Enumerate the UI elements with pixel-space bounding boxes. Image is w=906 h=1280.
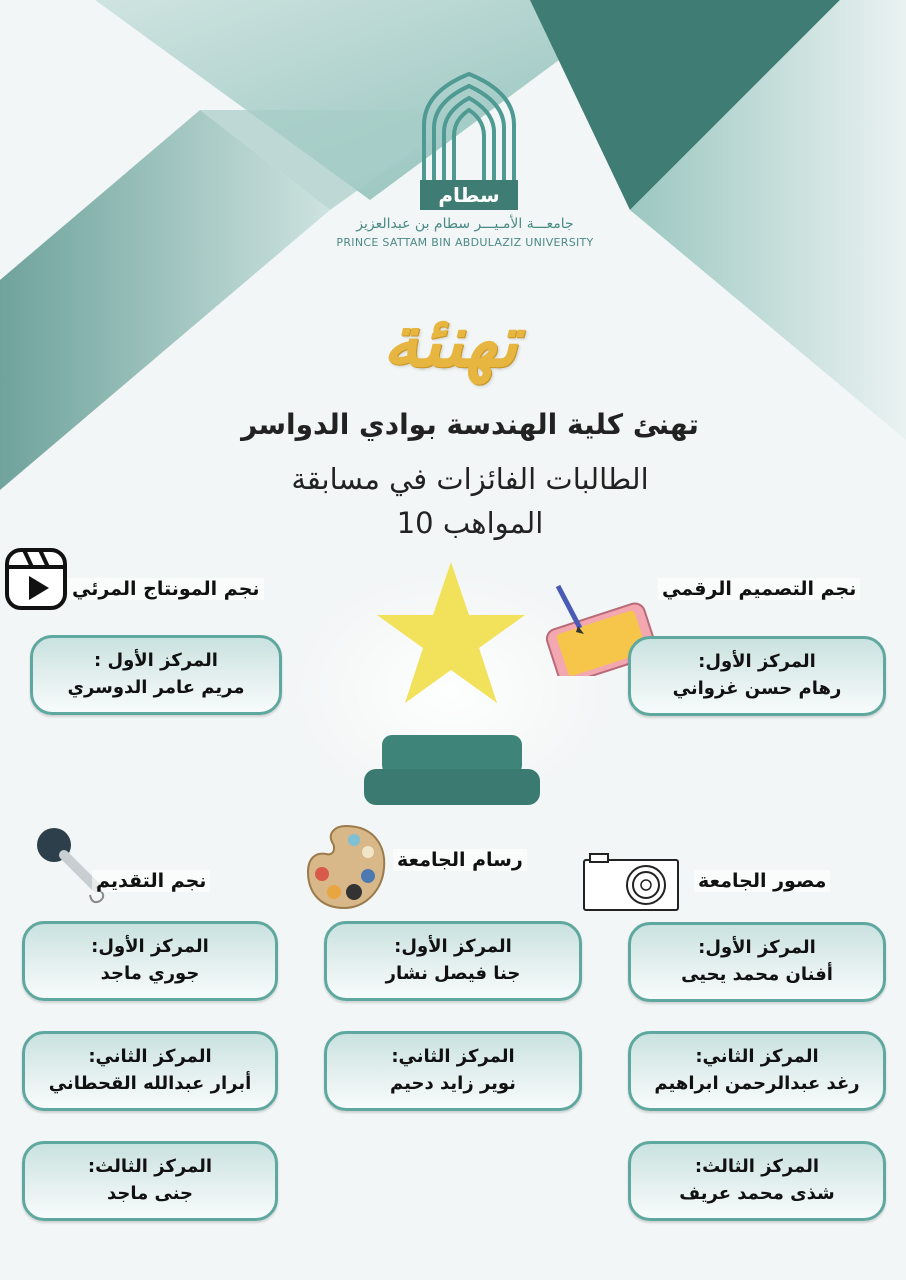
place-label: المركز الأول: <box>394 936 512 957</box>
card-presenting-second <box>22 1031 278 1111</box>
winner-name: شذى محمد عريف <box>679 1183 835 1204</box>
camera-icon <box>582 850 680 912</box>
winner-name: أفنان محمد يحيى <box>681 964 833 985</box>
winner-name: أبرار عبدالله القحطاني <box>48 1073 252 1094</box>
place-label: المركز الثالث: <box>87 1156 213 1177</box>
category-digital-title: نجم التصميم الرقمي <box>658 578 860 600</box>
card-photographer-second <box>628 1031 886 1111</box>
card-photographer-third <box>628 1141 886 1221</box>
headline-college: تهنئ كلية الهندسة بوادي الدواسر <box>241 408 699 441</box>
winner-name: جنا فيصل نشار <box>385 963 521 984</box>
microphone-icon <box>34 825 114 905</box>
place-label: المركز الأول : <box>94 650 218 671</box>
category-painter-title: رسام الجامعة <box>393 849 527 871</box>
card-painter-second <box>324 1031 582 1111</box>
place-label: المركز الثاني: <box>391 1046 515 1067</box>
video-reel-icon <box>4 547 68 611</box>
paint-palette-icon <box>304 822 388 912</box>
winner-name: مريم عامر الدوسري <box>67 677 245 698</box>
place-label: المركز الأول: <box>91 936 209 957</box>
winner-name: رغد عبدالرحمن ابراهيم <box>654 1073 860 1094</box>
winner-name: نوير زايد دحيم <box>390 1073 516 1094</box>
card-presenting-third <box>22 1141 278 1221</box>
headline-winners: الطالبات الفائزات في مسابقة <box>291 462 649 496</box>
winner-name: جنى ماجد <box>106 1183 194 1204</box>
headline-competition: المواهب 10 <box>396 506 544 540</box>
university-name-arabic: جامعـــة الأمـيـــر سطام بن عبدالعزيز <box>356 216 574 232</box>
logo-mark: سطام <box>438 183 500 207</box>
place-label: المركز الأول: <box>698 937 816 958</box>
card-painter-first <box>324 921 582 1001</box>
star-icon <box>376 560 526 705</box>
winner-name: رهام حسن غزواني <box>672 678 842 699</box>
podium-icon <box>364 735 540 807</box>
place-label: المركز الثالث: <box>694 1156 820 1177</box>
category-photographer-title: مصور الجامعة <box>694 870 830 892</box>
place-label: المركز الأول: <box>698 651 816 672</box>
place-label: المركز الثاني: <box>88 1046 212 1067</box>
category-video-title: نجم المونتاج المرئي <box>68 578 264 600</box>
congratulations-title: تهنئة <box>382 298 518 383</box>
place-label: المركز الثاني: <box>695 1046 819 1067</box>
card-digital-first <box>628 636 886 716</box>
university-name-english: PRINCE SATTAM BIN ABDULAZIZ UNIVERSITY <box>336 236 594 249</box>
card-presenting-first <box>22 921 278 1001</box>
winner-name: جوري ماجد <box>100 963 200 984</box>
card-video-first <box>30 635 282 715</box>
card-photographer-first <box>628 922 886 1002</box>
category-presenting-title: نجم التقديم <box>92 870 210 892</box>
